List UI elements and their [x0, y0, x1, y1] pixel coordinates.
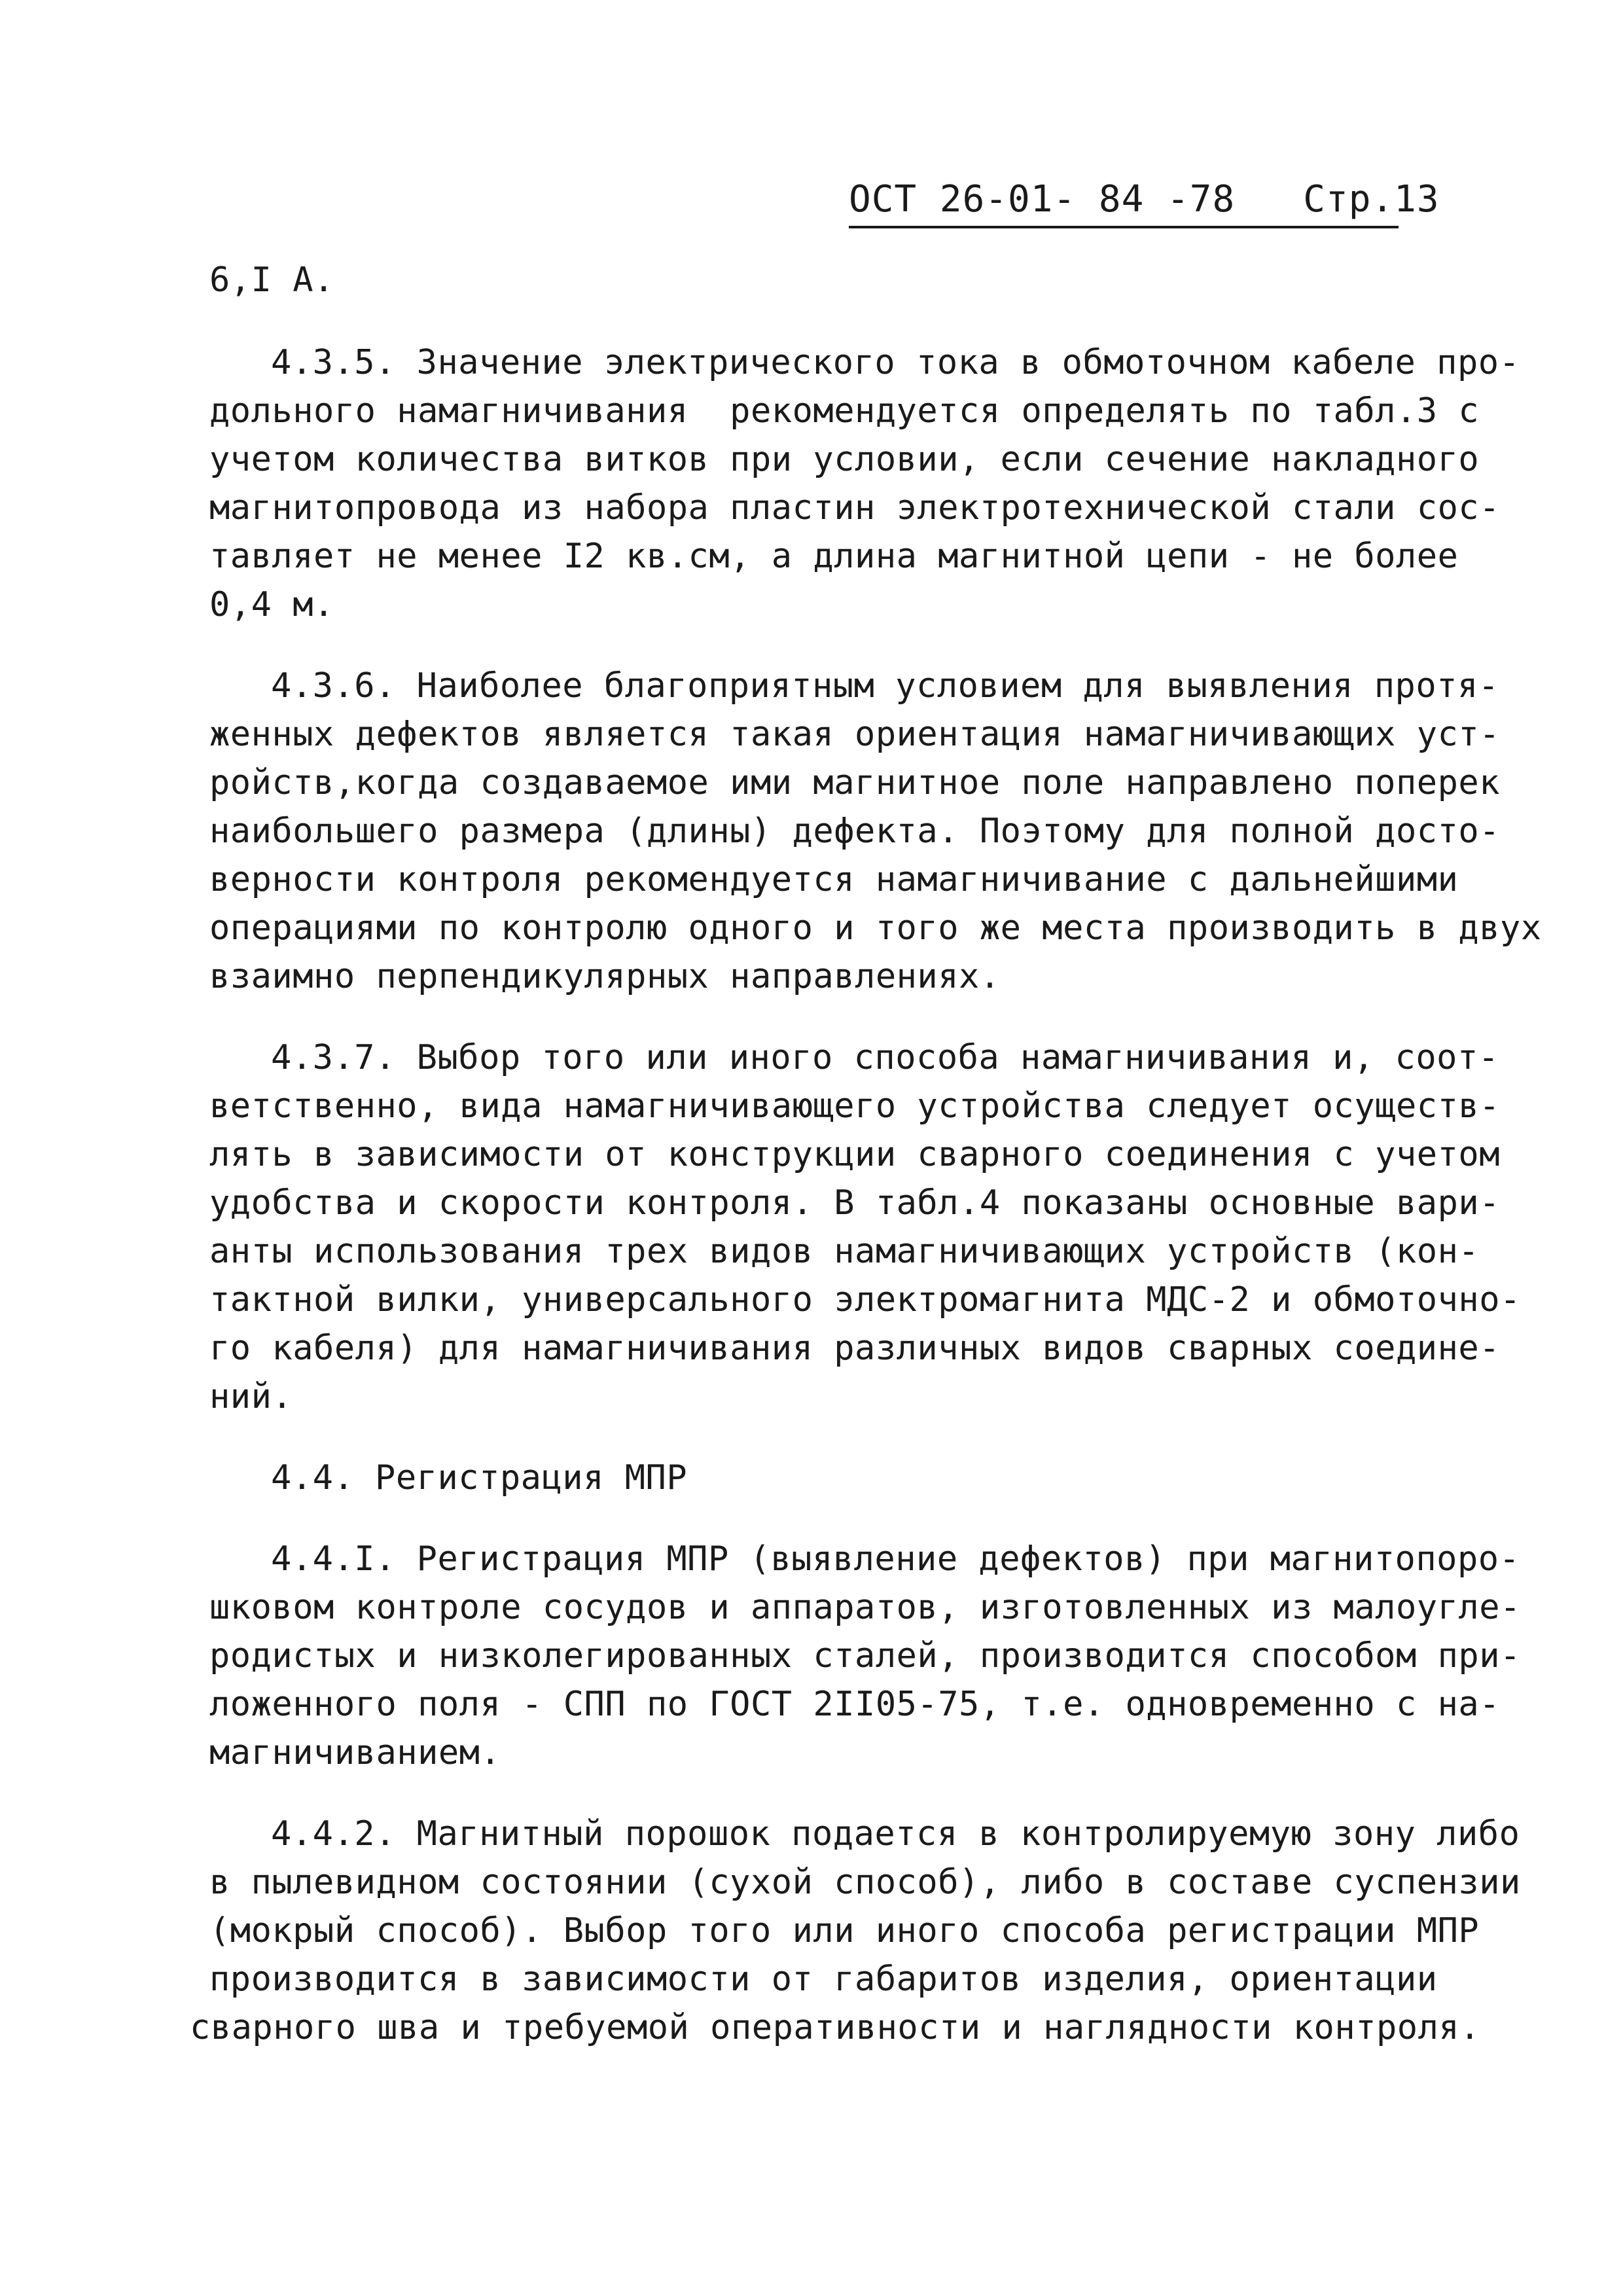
para-4-4-2-line-4: производится в зависимости от габаритов изделия, ориентации: [209, 1960, 1438, 1999]
para-4-3-7-line-6: тактной вилки, универсального электромагнита МДС-2 и обмоточно-: [209, 1280, 1521, 1319]
para-4-4-2-line-1: 4.4.2. Магнитный порошок подается в контролируемую зону либо: [271, 1814, 1520, 1854]
para-4-4-1-line-5: магничиванием.: [209, 1733, 501, 1772]
para-4-4-2-line-3: (мокрый способ). Выбор того или иного способа регистрации МПР: [209, 1911, 1480, 1950]
para-4-3-7-line-3: лять в зависимости от конструкции сварного соединения с учетом: [209, 1135, 1501, 1174]
continuation-label: 6,I А.: [209, 260, 334, 300]
para-4-4-1-line-3: родистых и низколегированных сталей, производится способом при-: [209, 1636, 1521, 1676]
para-4-4-1-line-2: шковом контроле сосудов и аппаратов, изготовленных из малоугле-: [209, 1588, 1521, 1627]
para-4-3-7-line-1: 4.3.7. Выбор того или иного способа намагничивания и, соот-: [271, 1038, 1499, 1077]
section-4-4-heading: 4.4. Регистрация МПР: [271, 1458, 688, 1498]
para-4-3-5-line-3: учетом количества витков при условии, если сечение накладного: [209, 440, 1480, 479]
para-4-3-5-line-6: 0,4 м.: [209, 585, 334, 624]
para-4-3-6-line-1: 4.3.6. Наиболее благоприятным условием для выявления протя-: [271, 666, 1499, 706]
para-4-3-7-line-5: анты использования трех видов намагничивающих устройств (кон-: [209, 1232, 1480, 1271]
para-4-3-6-line-7: взаимно перпендикулярных направлениях.: [209, 957, 1001, 996]
para-4-3-5-line-1: 4.3.5. Значение электрического тока в обмоточном кабеле про-: [271, 343, 1520, 382]
para-4-3-6-line-3: ройств,когда создаваемое ими магнитное поле направлено поперек: [209, 763, 1501, 802]
para-4-3-7-line-4: удобства и скорости контроля. В табл.4 показаны основные вари-: [209, 1183, 1501, 1223]
para-4-3-5-line-4: магнитопровода из набора пластин электротехнической стали сос-: [209, 488, 1501, 528]
para-4-3-6-line-5: верности контроля рекомендуется намагничивание с дальнейшими: [209, 860, 1459, 899]
para-4-3-6-line-2: женных дефектов является такая ориентация намагничивающих уст-: [209, 715, 1501, 754]
para-4-3-6-line-4: наибольшего размера (длины) дефекта. Поэтому для полной досто-: [209, 812, 1501, 851]
para-4-4-2-line-5: сварного шва и требуемой оперативности и наглядности контроля.: [190, 2008, 1481, 2047]
page-header: ОСТ 26-01- 84 -78 Стр.13: [849, 173, 1399, 228]
para-4-3-6-line-6: операциями по контролю одного и того же места производить в двух: [209, 908, 1542, 948]
para-4-3-5-line-2: дольного намагничивания рекомендуется определять по табл.3 с: [209, 391, 1480, 431]
para-4-4-2-line-2: в пылевидном состоянии (сухой способ), либо в составе суспензии: [209, 1863, 1521, 1902]
para-4-3-7-line-7: го кабеля) для намагничивания различных видов сварных соедине-: [209, 1329, 1501, 1368]
para-4-3-5-line-5: тавляет не менее I2 кв.см, а длина магнитной цепи - не более: [209, 537, 1459, 576]
para-4-3-7-line-8: ний.: [209, 1377, 293, 1416]
para-4-4-1-line-4: ложенного поля - СПП по ГОСТ 2II05-75, т.е. одновременно с на-: [209, 1685, 1501, 1724]
para-4-4-1-line-1: 4.4.I. Регистрация МПР (выявление дефектов) при магнитопоро-: [271, 1539, 1520, 1579]
para-4-3-7-line-2: ветственно, вида намагничивающего устройства следует осуществ-: [209, 1086, 1501, 1126]
